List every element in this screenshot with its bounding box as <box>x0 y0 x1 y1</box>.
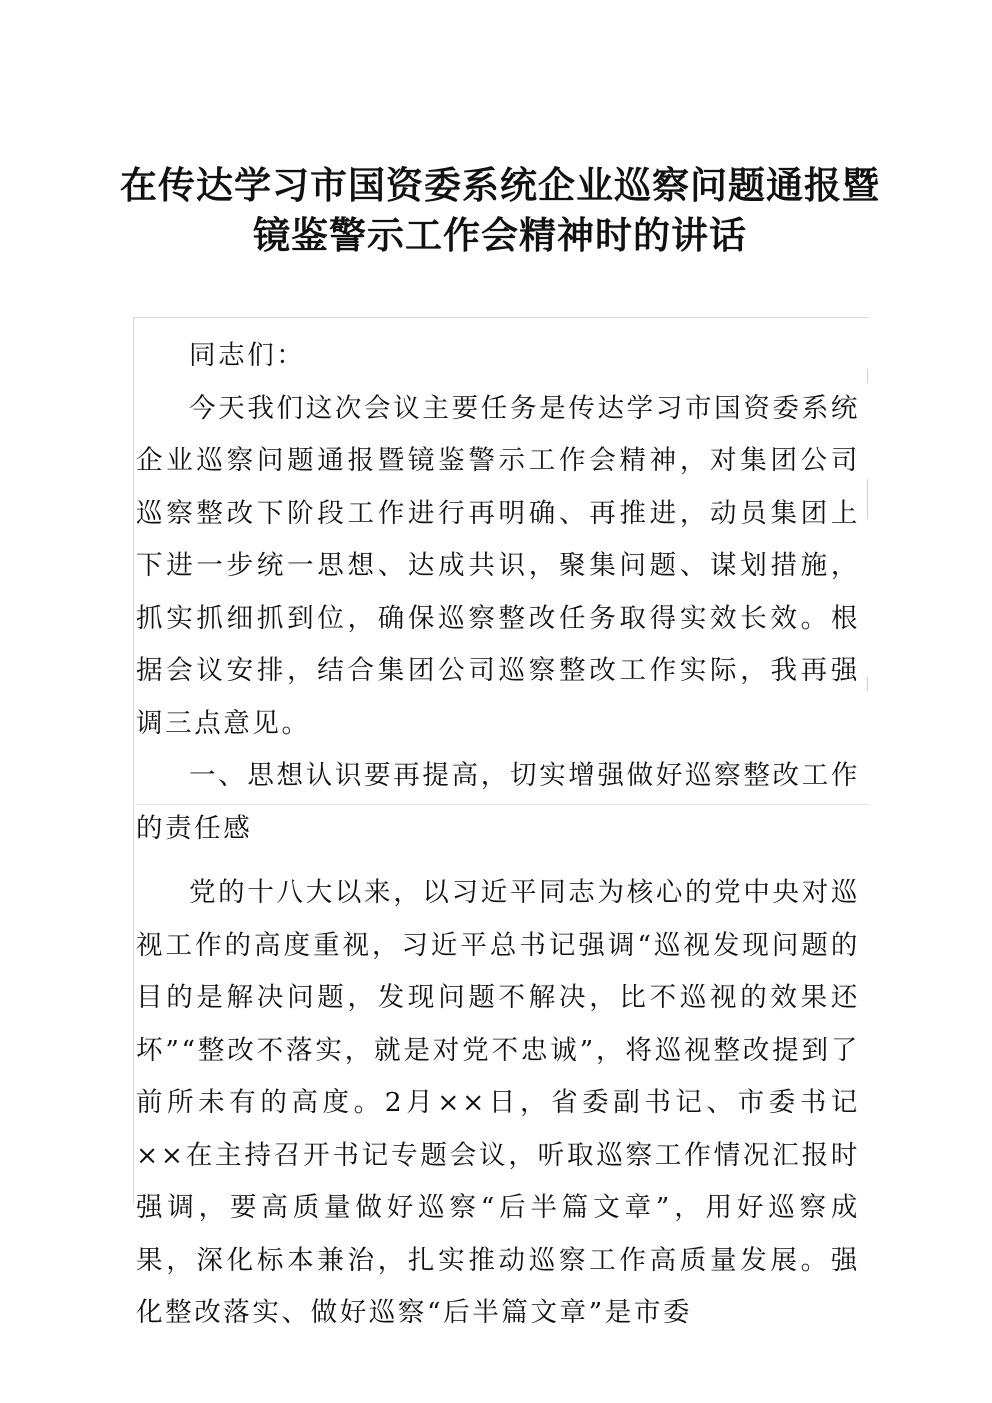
title-line-1: 在传达学习市国资委系统企业巡察问题通报暨 <box>120 163 880 207</box>
greeting: 同志们： <box>189 340 306 371</box>
frame-tick <box>867 479 868 519</box>
document-title <box>100 160 900 260</box>
frame-line-top <box>133 317 869 318</box>
section-heading-1: 一、思想认识要再提高，切实增强做好巡察整改工作的责任感 <box>136 760 860 844</box>
frame-tick <box>867 369 868 383</box>
frame-tick <box>867 677 868 691</box>
title-line-2: 镜鉴警示工作会精神时的讲话 <box>253 213 747 257</box>
paragraph-intro: 今天我们这次会议主要任务是传达学习市国资委系统企业巡察问题通报暨镜鉴警示工作会精神，对集团公司巡察整改下阶段工作进行再明确、再推进，动员集团上下进一步统一思想、达成共识，聚集问题、谋划措施，抓实抓细抓到位，确保巡察整改任务取得实效长效。根据会议安排，结合集团公司巡察整改工作实际，我再强调三点意见。 <box>136 392 860 739</box>
document-body <box>136 330 860 1340</box>
paragraph-section-1: 党的十八大以来，以习近平同志为核心的党中央对巡视工作的高度重视，习近平总书记强调“巡视发现问题的目的是解决问题，发现问题不解决，比不巡视的效果还坏”“整改不落实，就是对党不忠诚”，将巡视整改提到了前所未有的高度。2月××日，省委副书记、市委书记××在主持召开书记专题会议，听取巡察工作情况汇报时强调，要高质量做好巡察“后半篇文章”，用好巡察成果，深化标本兼治，扎实推动巡察工作高质量发展。强化整改落实、做好巡察“后半篇文章”是市委 <box>136 877 860 1328</box>
frame-line-left <box>133 317 134 1205</box>
